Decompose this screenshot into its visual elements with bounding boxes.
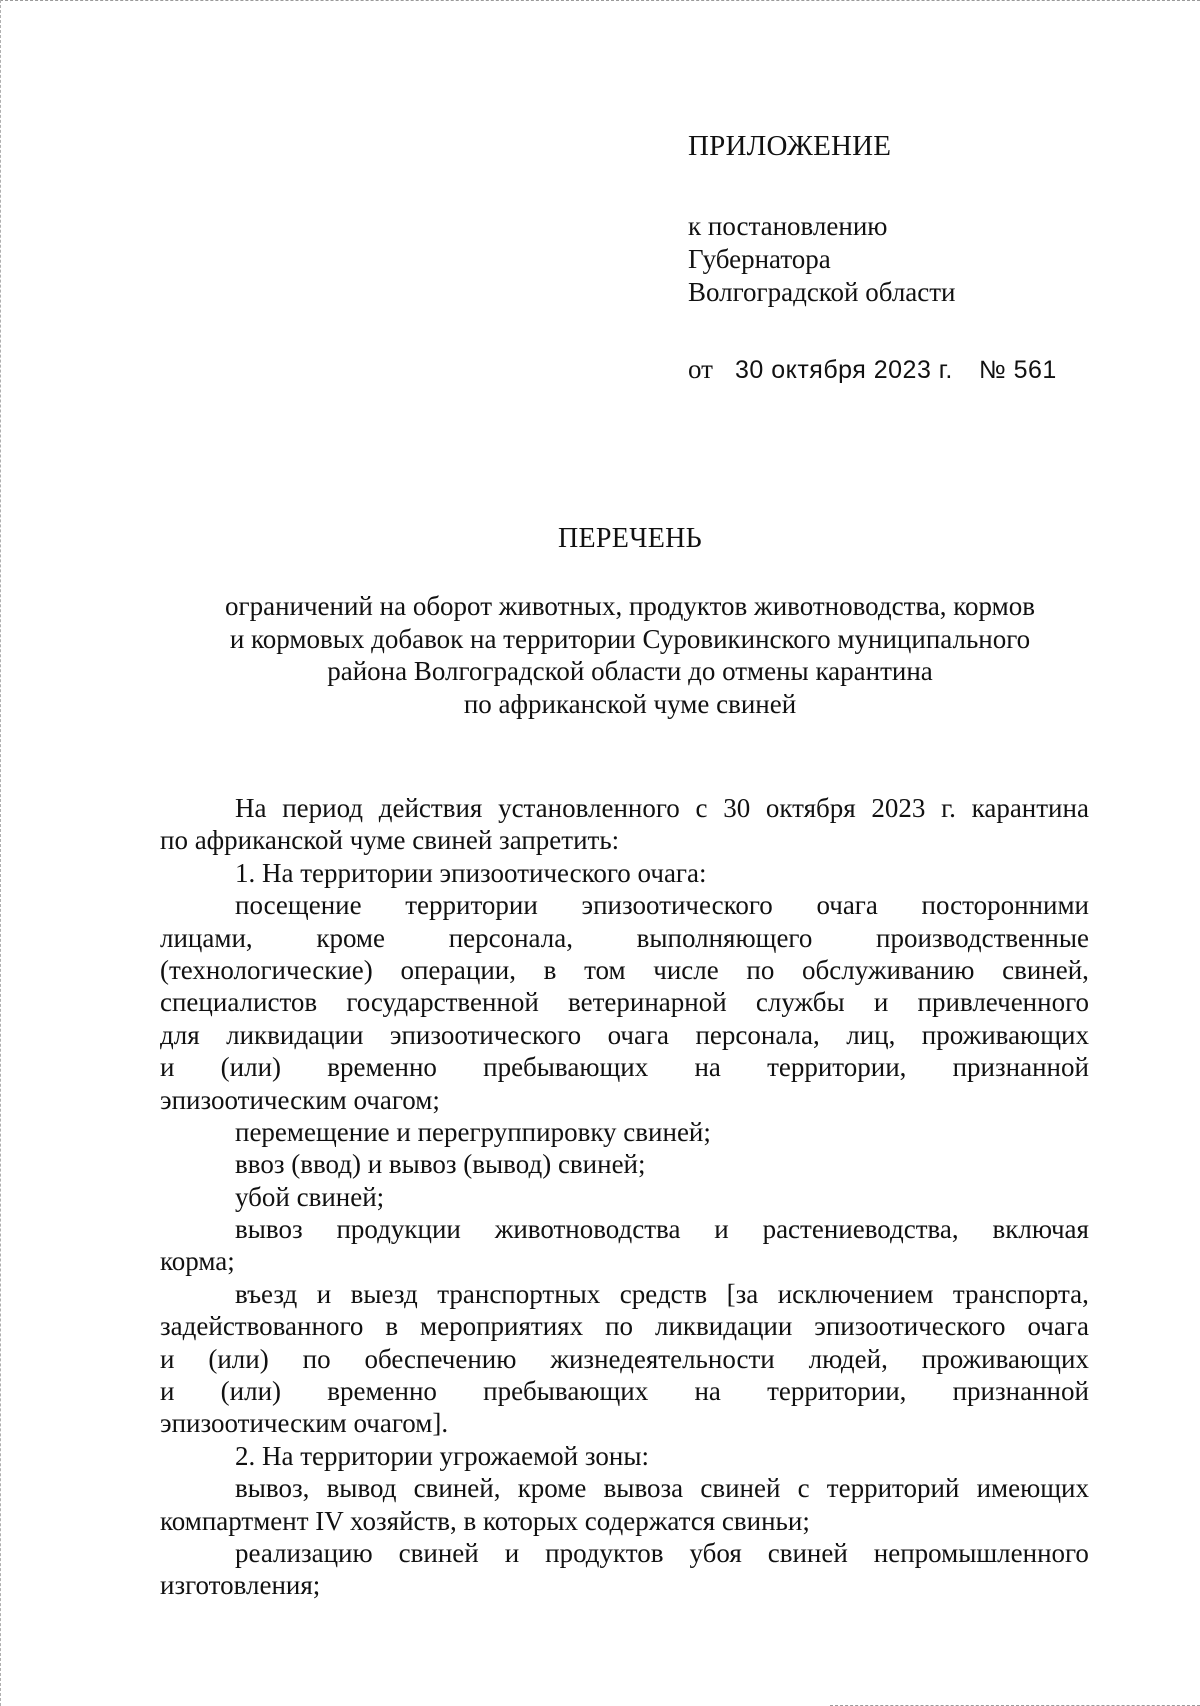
body-word: очага [1027, 1311, 1089, 1342]
decree-date: 30 октября 2023 г. [734, 356, 953, 384]
body-line [160, 922, 1089, 954]
body-line [160, 1343, 1089, 1375]
body-word: с [797, 1473, 810, 1504]
body-line [160, 1213, 1089, 1245]
body-word: очага [816, 890, 878, 921]
body-word: посещение [235, 890, 362, 921]
appendix-block [688, 128, 1108, 387]
body-word: жизнедеятельности [550, 1343, 775, 1374]
body-word: (или) [220, 1052, 282, 1083]
body-line [160, 1051, 1089, 1083]
body-line [160, 1084, 1089, 1116]
document-subtitle [160, 590, 1100, 720]
body-word: вывоз [235, 1214, 303, 1245]
body-word: ликвидации [226, 1019, 364, 1050]
body-word: числе [653, 954, 719, 985]
body-word: включая [992, 1214, 1089, 1245]
body-word: территории, [767, 1376, 907, 1407]
body-word: и [714, 1214, 729, 1245]
body-word: кроме [517, 1473, 587, 1504]
body-word: вывоза [603, 1473, 684, 1504]
body-word: вывоз, [235, 1473, 310, 1504]
body-word: установленного [498, 793, 680, 823]
body-word: персонала, [695, 1019, 820, 1050]
body-word: по африканской чуме свиней запретить: [160, 825, 620, 856]
body-word: г. [941, 793, 956, 823]
body-word: мероприятиях [420, 1311, 584, 1342]
scan-edge-left [0, 0, 3, 1706]
body-line [160, 1181, 1089, 1213]
body-word: с [695, 793, 708, 823]
body-word: посторонними [921, 890, 1089, 921]
body-word: и [316, 1278, 332, 1309]
ref-prefix: от [688, 354, 713, 384]
body-word: 1. На территории эпизоотического очага: [235, 857, 707, 888]
body-word: обслуживанию [802, 954, 975, 985]
body-word: животноводства [494, 1214, 681, 1245]
appendix-reference [688, 210, 1108, 309]
body-word: территории, [767, 1052, 907, 1083]
body-word: (или) [208, 1343, 269, 1374]
body-line [160, 954, 1089, 986]
body-word: эпизоотического [581, 890, 773, 921]
body-word: свиней [398, 1537, 479, 1568]
body-word: свиней [700, 1473, 781, 1504]
body-word: 2023 [871, 793, 926, 823]
body-line [160, 1375, 1089, 1407]
body-word: в [385, 1311, 399, 1342]
document-title: ПЕРЕЧЕНЬ [558, 523, 702, 554]
body-word: операции, [400, 954, 516, 985]
body-word: средств [619, 1278, 708, 1309]
body-word: проживающих [921, 1343, 1089, 1374]
body-word: въезд [235, 1278, 298, 1309]
body-word: ветеринарной [568, 987, 727, 1018]
body-word: эпизоотическим очагом; [160, 1084, 440, 1115]
body-line [160, 1245, 1089, 1277]
body-word: реализацию [235, 1537, 373, 1568]
body-word: на [694, 1376, 721, 1407]
body-word: свиней [767, 1537, 848, 1568]
body-word: задействованного [160, 1311, 364, 1342]
body-word: исключением [777, 1278, 934, 1309]
body-word: выполняющего [636, 922, 813, 953]
body-word: в [543, 954, 557, 985]
body-line [160, 1278, 1089, 1310]
body-word: и [160, 1052, 175, 1083]
body-word: и [873, 987, 889, 1018]
body-word: убоя [689, 1537, 742, 1568]
body-word: (или) [220, 1376, 282, 1407]
body-word: для [160, 1019, 200, 1050]
body-word: непромышленного [873, 1537, 1089, 1568]
body-word: эпизоотического [814, 1311, 1006, 1342]
subtitle-line: района Волгоградской области до отмены карантина [327, 656, 933, 686]
body-word: выезд [350, 1278, 418, 1309]
body-word: пребывающих [483, 1052, 649, 1083]
body-word: государственной [346, 987, 539, 1018]
body-word: проживающих [921, 1019, 1089, 1050]
body-line [160, 986, 1089, 1018]
body-word: имеющих [976, 1473, 1089, 1504]
body-word: компартмент IV хозяйств, в которых содержатся свиньи; [160, 1505, 810, 1536]
body-line [160, 1569, 1089, 1601]
body-word: пребывающих [483, 1376, 649, 1407]
body-word: по [605, 1311, 634, 1342]
body-word: действия [378, 793, 483, 823]
body-word: обеспечению [364, 1343, 517, 1374]
body-word: продукции [336, 1214, 461, 1245]
body-line [160, 824, 1089, 856]
subtitle-line: ограничений на оборот животных, продуктов животноводства, кормов [225, 591, 1035, 621]
body-line [160, 1505, 1089, 1537]
body-word: территорий [826, 1473, 960, 1504]
body-word: лицами, [160, 922, 253, 953]
body-word: [за [726, 1278, 759, 1309]
body-word: перемещение и перегруппировку свиней; [235, 1116, 711, 1147]
body-line [160, 1537, 1089, 1569]
decree-reference [688, 353, 1108, 387]
body-line [160, 1407, 1089, 1439]
body-word: очага [607, 1019, 670, 1050]
subtitle-line: и кормовых добавок на территории Суровикинского муниципального [229, 623, 1031, 654]
body-word: свиней, [1002, 954, 1089, 985]
body-word: и [160, 1376, 175, 1407]
body-word: корма; [160, 1246, 235, 1277]
appendix-line: Волгоградской области [688, 277, 956, 307]
body-word: временно [327, 1376, 437, 1407]
body-word: транспортных [437, 1278, 601, 1309]
body-word: 30 [723, 793, 751, 823]
body-word: по [302, 1343, 331, 1374]
body-word: признанной [952, 1052, 1089, 1083]
body-word: изготовления; [160, 1570, 321, 1601]
body-line [160, 1148, 1089, 1180]
body-line [160, 857, 1089, 889]
body-line [160, 1019, 1089, 1051]
body-line [160, 792, 1089, 824]
body-line [160, 1472, 1089, 1504]
body-word: производственные [876, 922, 1089, 953]
body-word: убой свиней; [235, 1181, 385, 1212]
body-word: привлеченного [917, 987, 1089, 1018]
body-word: кроме [316, 922, 386, 953]
body-word: растениеводства, [762, 1214, 959, 1245]
body-word: людей, [808, 1343, 888, 1374]
document-body [160, 792, 1089, 1602]
body-word: ввоз (ввод) и вывоз (вывод) свиней; [235, 1149, 646, 1180]
body-word: и [504, 1537, 520, 1568]
body-word: карантина [971, 793, 1089, 823]
body-line [160, 1440, 1089, 1472]
body-word: специалистов [160, 987, 318, 1018]
body-word: свиней, [413, 1473, 501, 1504]
appendix-title: ПРИЛОЖЕНИЕ [688, 130, 892, 162]
body-word: (технологические) [160, 954, 373, 985]
body-word: службы [755, 987, 845, 1018]
body-word: вывод [326, 1473, 397, 1504]
appendix-line: Губернатора [688, 244, 831, 274]
scan-edge-top [0, 0, 1200, 3]
body-word: на [694, 1052, 721, 1083]
body-word: лиц, [846, 1019, 896, 1050]
appendix-line: к постановлению [688, 211, 888, 241]
subtitle-line: по африканской чуме свиней [463, 688, 797, 719]
body-word: том [584, 954, 626, 985]
decree-number: № 561 [978, 356, 1057, 384]
body-word: временно [327, 1052, 437, 1083]
body-word: признанной [952, 1376, 1089, 1407]
body-word: персонала, [448, 922, 573, 953]
body-word: эпизоотического [389, 1019, 582, 1050]
body-word: На [235, 793, 267, 823]
body-word: территории [405, 890, 538, 921]
body-word: продуктов [545, 1537, 664, 1568]
body-word: транспорта, [952, 1278, 1089, 1309]
body-word: ликвидации [654, 1311, 793, 1342]
body-word: период [282, 793, 364, 823]
body-line [160, 889, 1089, 921]
body-line [160, 1310, 1089, 1342]
body-line [160, 1116, 1089, 1148]
body-word: и [160, 1343, 175, 1374]
body-word: 2. На территории угрожаемой зоны: [235, 1440, 649, 1471]
body-word: октября [765, 793, 856, 823]
body-word: по [746, 954, 775, 985]
body-word: эпизоотическим очагом]. [160, 1408, 449, 1439]
